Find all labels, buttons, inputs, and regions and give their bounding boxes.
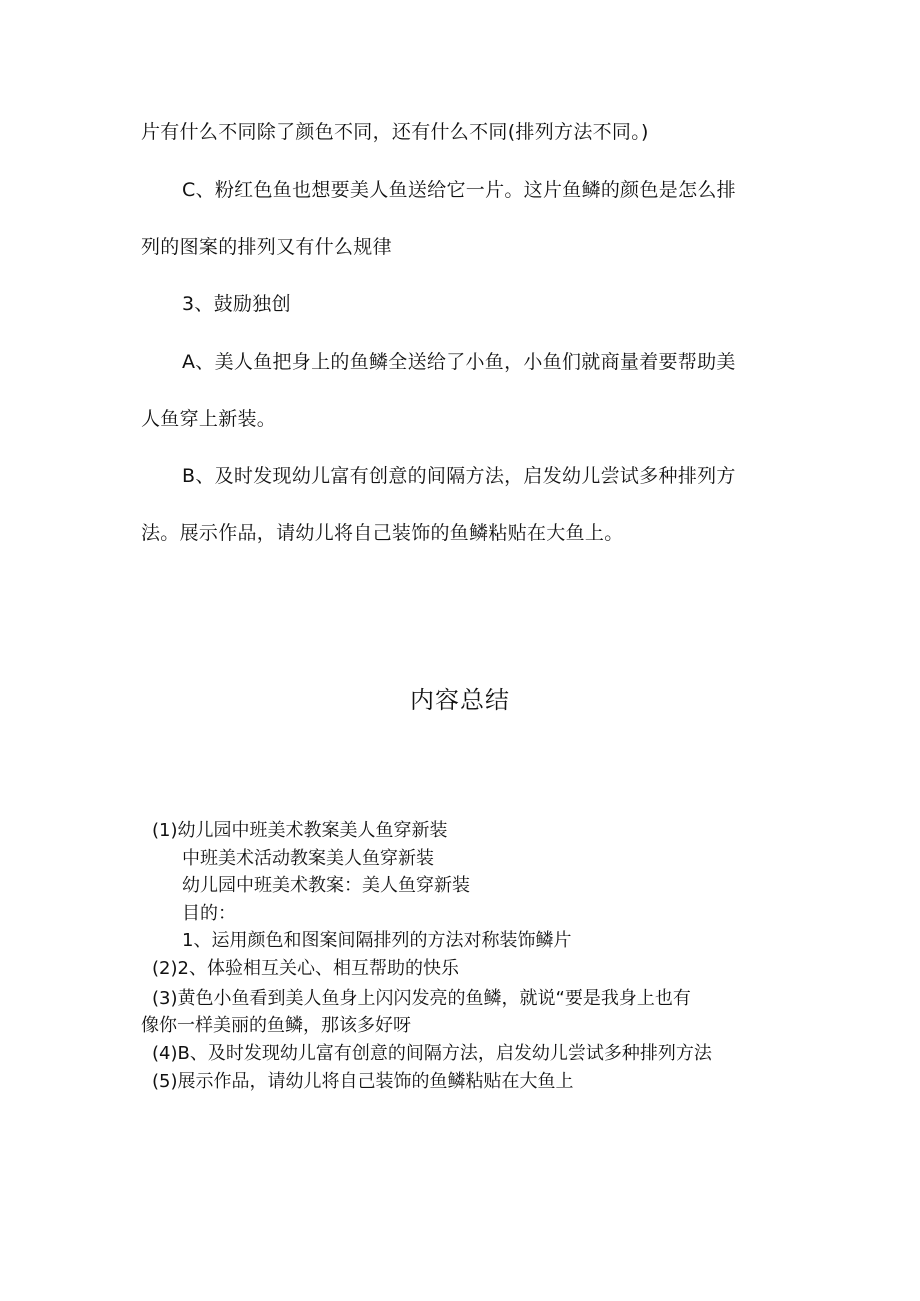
summary-line-3: 幼儿园中班美术教案：美人鱼穿新装	[182, 875, 470, 896]
summary-line-9: (4)B、及时发现幼儿富有创意的间隔方法，启发幼儿尝试多种排列方法	[152, 1043, 712, 1064]
body-line-1: 片有什么不同除了颜色不同，还有什么不同(排列方法不同。)	[141, 121, 649, 143]
summary-title: 内容总结	[410, 686, 510, 714]
summary-line-4: 目的：	[182, 903, 236, 924]
summary-line-2: 中班美术活动教案美人鱼穿新装	[182, 848, 434, 869]
summary-line-5: 1、运用颜色和图案间隔排列的方法对称装饰鳞片	[182, 930, 572, 951]
body-line-7: B、及时发现幼儿富有创意的间隔方法，启发幼儿尝试多种排列方	[182, 465, 736, 487]
summary-line-1: (1)幼儿园中班美术教案美人鱼穿新装	[152, 820, 448, 841]
body-line-2: C、粉红色鱼也想要美人鱼送给它一片。这片鱼鳞的颜色是怎么排	[182, 179, 736, 201]
summary-line-8: 像你一样美丽的鱼鳞，那该多好呀	[141, 1015, 411, 1036]
body-line-6: 人鱼穿上新装。	[141, 408, 277, 430]
body-line-4: 3、鼓励独创	[182, 293, 291, 315]
body-line-3: 列的图案的排列又有什么规律	[141, 236, 392, 258]
summary-line-7: (3)黄色小鱼看到美人鱼身上闪闪发亮的鱼鳞，就说“要是我身上也有	[152, 988, 691, 1009]
summary-line-6: (2)2、体验相互关心、相互帮助的快乐	[152, 958, 459, 979]
body-line-8: 法。展示作品，请幼儿将自己装饰的鱼鳞粘贴在大鱼上。	[141, 522, 624, 544]
body-line-5: A、美人鱼把身上的鱼鳞全送给了小鱼，小鱼们就商量着要帮助美	[182, 351, 736, 373]
summary-line-10: (5)展示作品，请幼儿将自己装饰的鱼鳞粘贴在大鱼上	[152, 1071, 574, 1092]
